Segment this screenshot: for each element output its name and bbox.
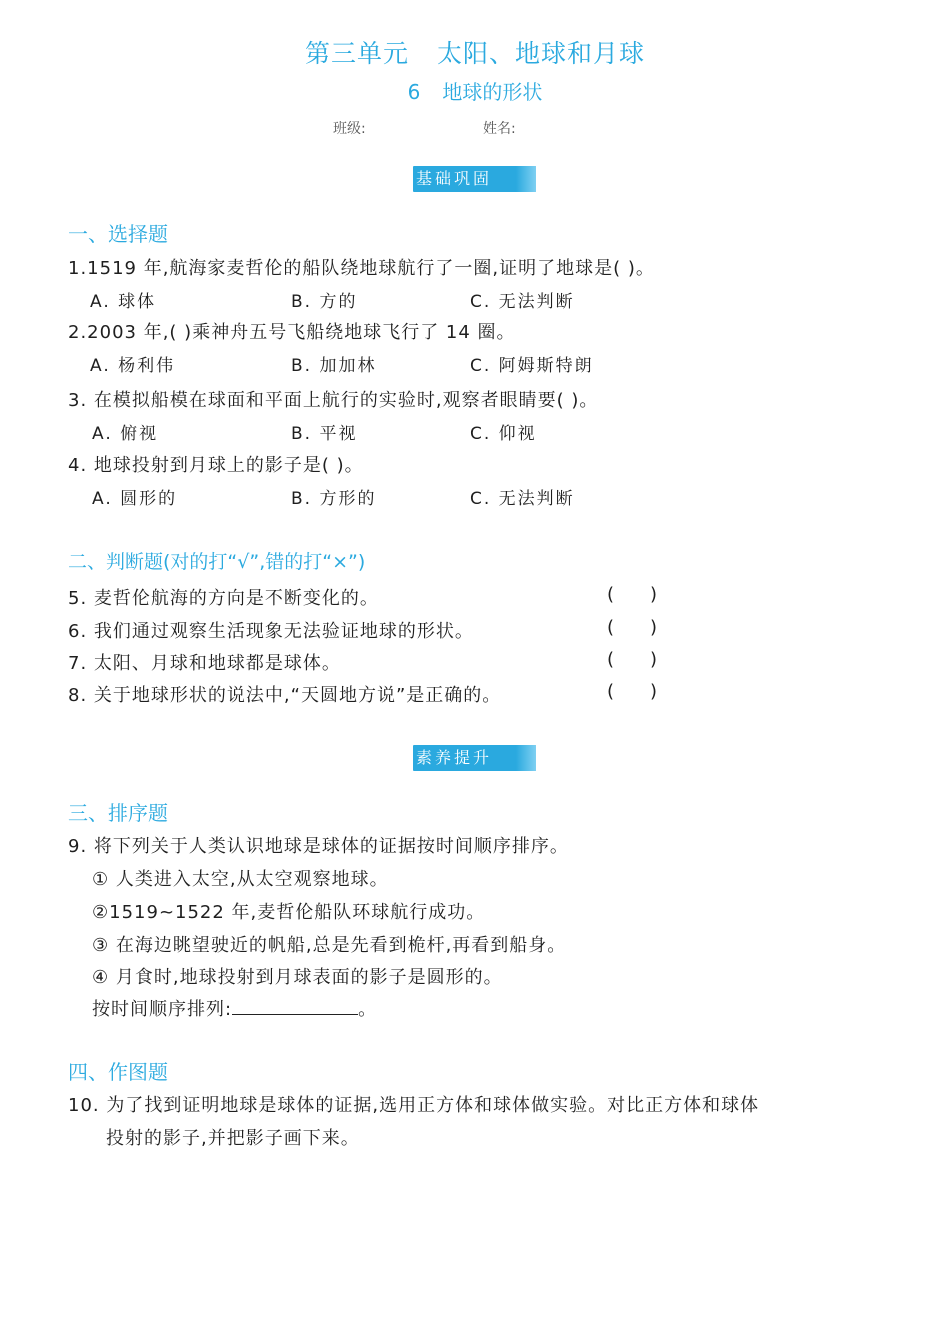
q1-option-b: B. 方的 bbox=[291, 292, 358, 312]
statement-7: 7. 太阳、月球和地球都是球体。 bbox=[68, 653, 341, 674]
answer-paren-6: ( ) bbox=[607, 617, 658, 638]
lesson-title: 6 地球的形状 bbox=[407, 80, 543, 104]
answer-blank[interactable] bbox=[232, 996, 358, 1015]
section-heading-choice: 一、选择题 bbox=[68, 222, 168, 246]
statement-8: 8. 关于地球形状的说法中,“天圆地方说”是正确的。 bbox=[68, 685, 502, 706]
section-heading-draw: 四、作图题 bbox=[68, 1060, 168, 1084]
q4-option-c: C. 无法判断 bbox=[470, 489, 575, 509]
q3-option-b: B. 平视 bbox=[291, 424, 358, 444]
sort-item-2: ②1519~1522 年,麦哲伦船队环球航行成功。 bbox=[92, 902, 486, 923]
q4-option-b: B. 方形的 bbox=[291, 489, 377, 509]
q4-option-a: A. 圆形的 bbox=[92, 489, 178, 509]
answer-paren-7: ( ) bbox=[607, 649, 658, 670]
section-heading-judge: 二、判断题(对的打“√”,错的打“×”) bbox=[68, 551, 366, 573]
q2-option-b: B. 加加林 bbox=[291, 356, 377, 376]
sort-answer-line: 按时间顺序排列: 。 bbox=[92, 995, 377, 1021]
q1-option-c: C. 无法判断 bbox=[470, 292, 575, 312]
q3-option-c: C. 仰视 bbox=[470, 424, 537, 444]
question-1: 1.1519 年,航海家麦哲伦的船队绕地球航行了一圈,证明了地球是( )。 bbox=[68, 258, 655, 279]
badge-basic: 基础巩固 bbox=[413, 166, 536, 192]
statement-6: 6. 我们通过观察生活现象无法验证地球的形状。 bbox=[68, 621, 474, 642]
question-4: 4. 地球投射到月球上的影子是( )。 bbox=[68, 455, 364, 476]
question-10-line1: 10. 为了找到证明地球是球体的证据,选用正方体和球体做实验。对比正方体和球体 bbox=[68, 1095, 760, 1116]
class-label: 班级: bbox=[333, 121, 366, 137]
question-2: 2.2003 年,( )乘神舟五号飞船绕地球飞行了 14 圈。 bbox=[68, 322, 516, 343]
unit-title: 第三单元 太阳、地球和月球 bbox=[304, 39, 646, 68]
badge-advanced: 素养提升 bbox=[413, 745, 536, 771]
question-9: 9. 将下列关于人类认识地球是球体的证据按时间顺序排序。 bbox=[68, 836, 569, 857]
q2-option-c: C. 阿姆斯特朗 bbox=[470, 356, 594, 376]
name-label: 姓名: bbox=[483, 121, 516, 137]
question-10-line2: 投射的影子,并把影子画下来。 bbox=[106, 1128, 360, 1149]
question-3: 3. 在模拟船模在球面和平面上航行的实验时,观察者眼睛要( )。 bbox=[68, 390, 599, 411]
answer-paren-5: ( ) bbox=[607, 584, 658, 605]
answer-paren-8: ( ) bbox=[607, 681, 658, 702]
statement-5: 5. 麦哲伦航海的方向是不断变化的。 bbox=[68, 588, 379, 609]
sort-item-4: ④ 月食时,地球投射到月球表面的影子是圆形的。 bbox=[92, 967, 503, 988]
q1-option-a: A. 球体 bbox=[90, 292, 157, 312]
q2-option-a: A. 杨利伟 bbox=[90, 356, 176, 376]
sort-item-3: ③ 在海边眺望驶近的帆船,总是先看到桅杆,再看到船身。 bbox=[92, 935, 567, 956]
q3-option-a: A. 俯视 bbox=[92, 424, 159, 444]
sort-item-1: ① 人类进入太空,从太空观察地球。 bbox=[92, 869, 389, 890]
section-heading-sort: 三、排序题 bbox=[68, 801, 168, 825]
